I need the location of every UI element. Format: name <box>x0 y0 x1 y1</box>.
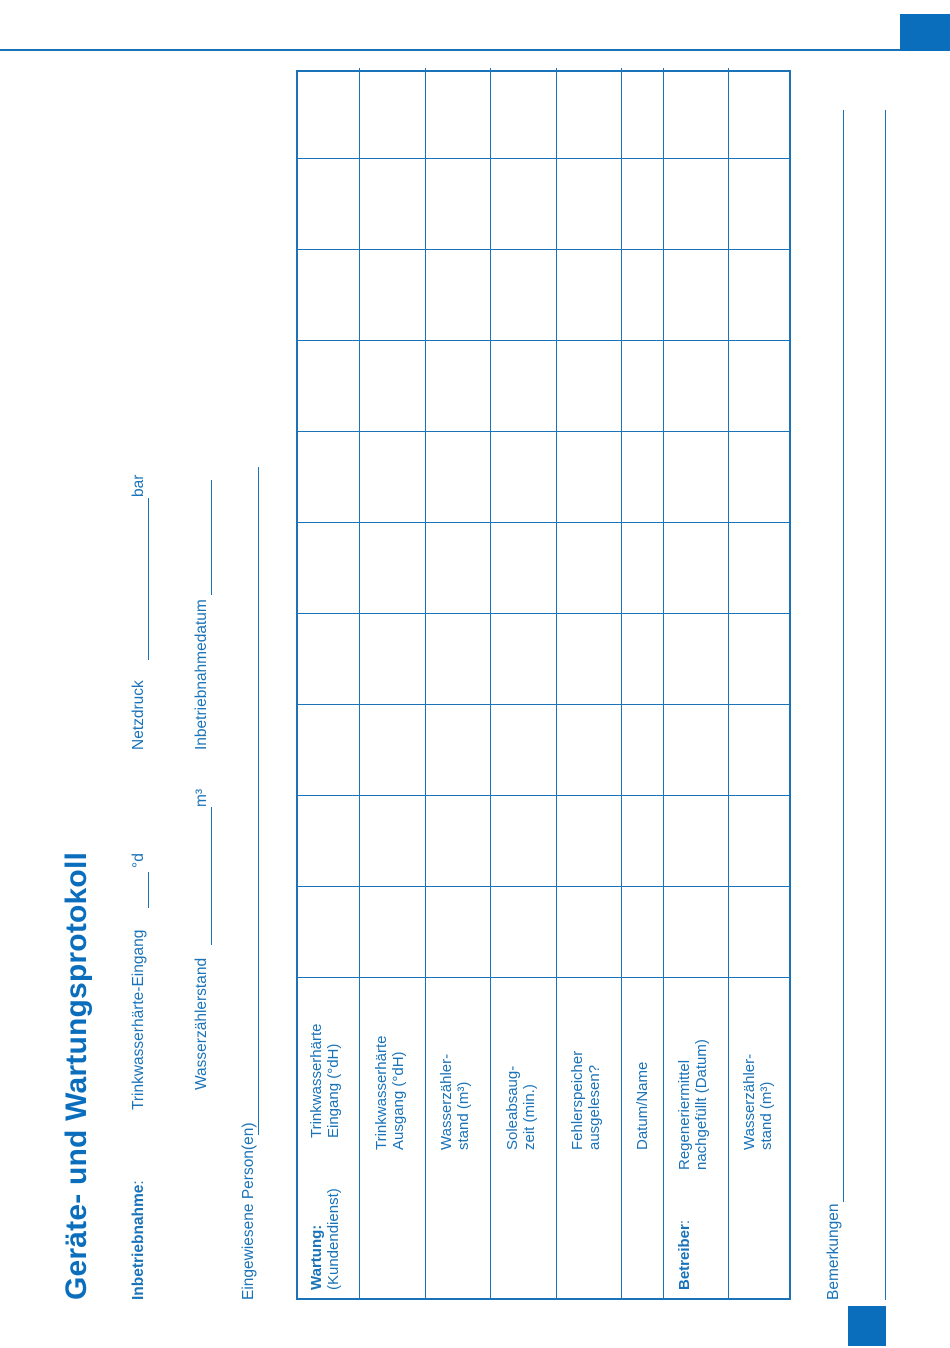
row-label: Wasserzähler- stand (m³) <box>438 1053 472 1150</box>
inbetriebnahme-label: Inbetriebnahme: <box>130 1180 147 1300</box>
row-label: Datum/Name <box>634 1061 651 1150</box>
row-label: Fehlerspeicher ausgelesen? <box>569 1050 603 1150</box>
footer-tab <box>848 1306 886 1346</box>
table-col-divider <box>298 704 789 705</box>
netzdruck-unit: bar <box>130 474 147 497</box>
trinkwasser-eingang-label: Trinkwasserhärte-Eingang <box>130 929 147 1110</box>
betreiber-group-label: Betreiber: <box>676 1219 693 1290</box>
table-row-divider <box>359 68 360 1298</box>
table-row-divider <box>425 68 426 1298</box>
bemerkungen-field-line2[interactable] <box>885 110 886 1300</box>
trinkwasser-unit: °d <box>130 853 147 868</box>
table-col-divider <box>298 431 789 432</box>
table-col-divider <box>298 613 789 614</box>
row-label: Trinkwasserhärte Eingang (°dH) <box>308 1023 342 1138</box>
wasserzaehlerstand-field[interactable] <box>211 807 212 945</box>
wasserzaehler-unit: m³ <box>193 788 210 807</box>
eingewiesene-label: Eingewiesene Person(en) <box>240 1122 257 1300</box>
protocol-table <box>296 70 791 1300</box>
table-col-divider <box>298 977 789 978</box>
bemerkungen-label: Bemerkungen <box>825 1203 842 1300</box>
table-row-divider <box>556 68 557 1298</box>
form-sheet <box>60 50 890 1300</box>
netzdruck-label: Netzdruck <box>130 680 147 750</box>
row-label: Regeneriermittel nachgefüllt (Datum) <box>676 1039 710 1170</box>
bemerkungen-field[interactable] <box>843 110 844 1202</box>
table-col-divider <box>298 886 789 887</box>
row-label: Soleabsaug- zeit (min.) <box>504 1065 538 1150</box>
table-row-divider <box>728 68 729 1298</box>
wasserzaehlerstand-label: Wasserzählerstand <box>193 957 210 1090</box>
row-label: Trinkwasserhärte Ausgang (°dH) <box>373 1035 407 1150</box>
table-row-divider <box>663 68 664 1298</box>
netzdruck-field[interactable] <box>148 498 149 660</box>
inbetriebnahmedatum-label: Inbetriebnahmedatum <box>193 599 210 750</box>
table-col-divider <box>298 158 789 159</box>
trinkwasser-eingang-field[interactable] <box>148 872 149 908</box>
table-col-divider <box>298 249 789 250</box>
table-col-divider <box>298 795 789 796</box>
table-row-divider <box>490 68 491 1298</box>
page-title: Geräte- und Wartungsprotokoll <box>60 851 93 1300</box>
table-col-divider <box>298 340 789 341</box>
eingewiesene-field[interactable] <box>258 467 259 1135</box>
inbetriebnahmedatum-field[interactable] <box>211 480 212 595</box>
wartung-group-label: Wartung: (Kundendienst) <box>308 1188 342 1290</box>
row-label: Wasserzähler- stand (m³) <box>741 1053 775 1150</box>
table-row-divider <box>621 68 622 1298</box>
table-col-divider <box>298 522 789 523</box>
header-tab <box>900 14 950 51</box>
